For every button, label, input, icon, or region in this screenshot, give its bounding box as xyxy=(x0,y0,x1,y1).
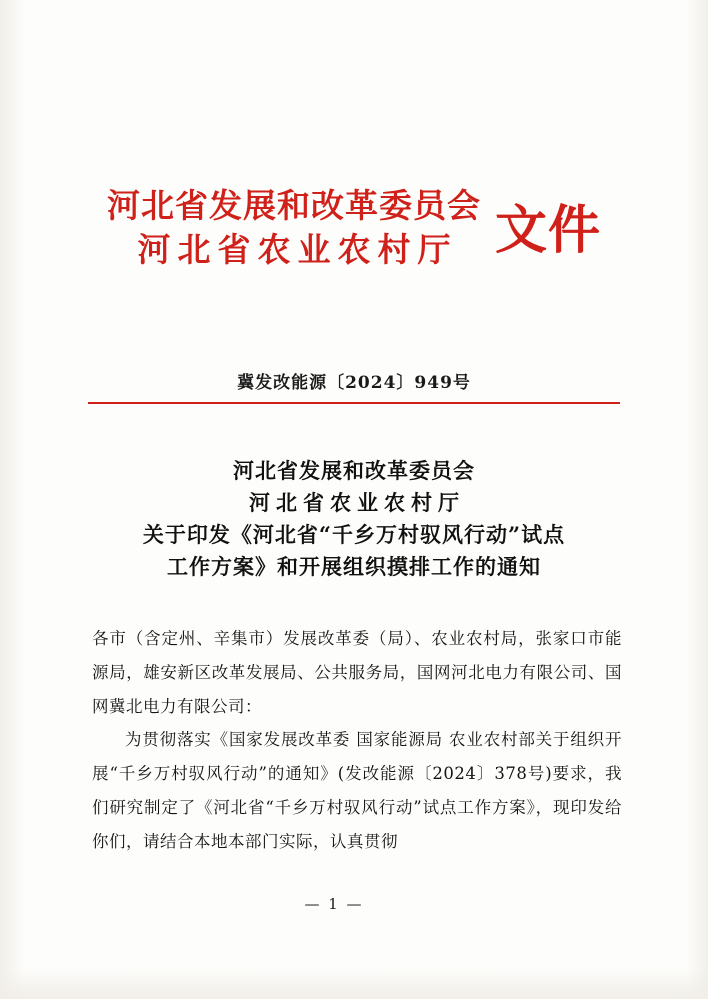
masthead-inner xyxy=(107,186,601,271)
paper-edge-right xyxy=(686,0,708,999)
document-body xyxy=(92,622,622,859)
document-number: 冀发改能源〔2024〕949号 xyxy=(237,373,471,393)
title-line-4: 工作方案》和开展组织摸排工作的通知 xyxy=(167,553,541,579)
title-line-3: 关于印发《河北省“千乡万村驭风行动”试点 xyxy=(142,521,566,547)
document-title xyxy=(88,455,620,583)
document-word-label: 文件 xyxy=(494,200,601,262)
body-paragraph-main: 为贯彻落实《国家发展改革委 国家能源局 农业农村部关于组织开展“千乡万村驭风行动”的通知》(发改能源〔2024〕378号)要求，我们研究制定了《河北省“千乡万村驭风行动”试点工作方案》，现印发给你们，请结合本地本部门实际，认真贯彻 xyxy=(92,730,622,851)
page-number: — 1 — xyxy=(304,895,364,913)
title-line-1: 河北省发展和改革委员会 xyxy=(233,458,475,483)
red-divider-rule xyxy=(88,402,620,404)
issuer-name-block xyxy=(107,186,481,271)
masthead xyxy=(0,186,708,271)
issuer-name-line-1: 河北省发展和改革委员会 xyxy=(106,186,481,225)
issuer-name-line-2: 河北省农业农村厅 xyxy=(137,230,458,270)
title-line-2: 河北省农业农村厅 xyxy=(249,489,465,515)
paper-edge-left xyxy=(0,0,26,999)
body-paragraph-addressees: 各市（含定州、辛集市）发展改革委（局）、农业农村局，张家口市能源局，雄安新区改革发展局、公共服务局，国网河北电力有限公司、国网冀北电力有限公司： xyxy=(92,629,622,716)
paper-edge-bottom xyxy=(0,969,708,999)
